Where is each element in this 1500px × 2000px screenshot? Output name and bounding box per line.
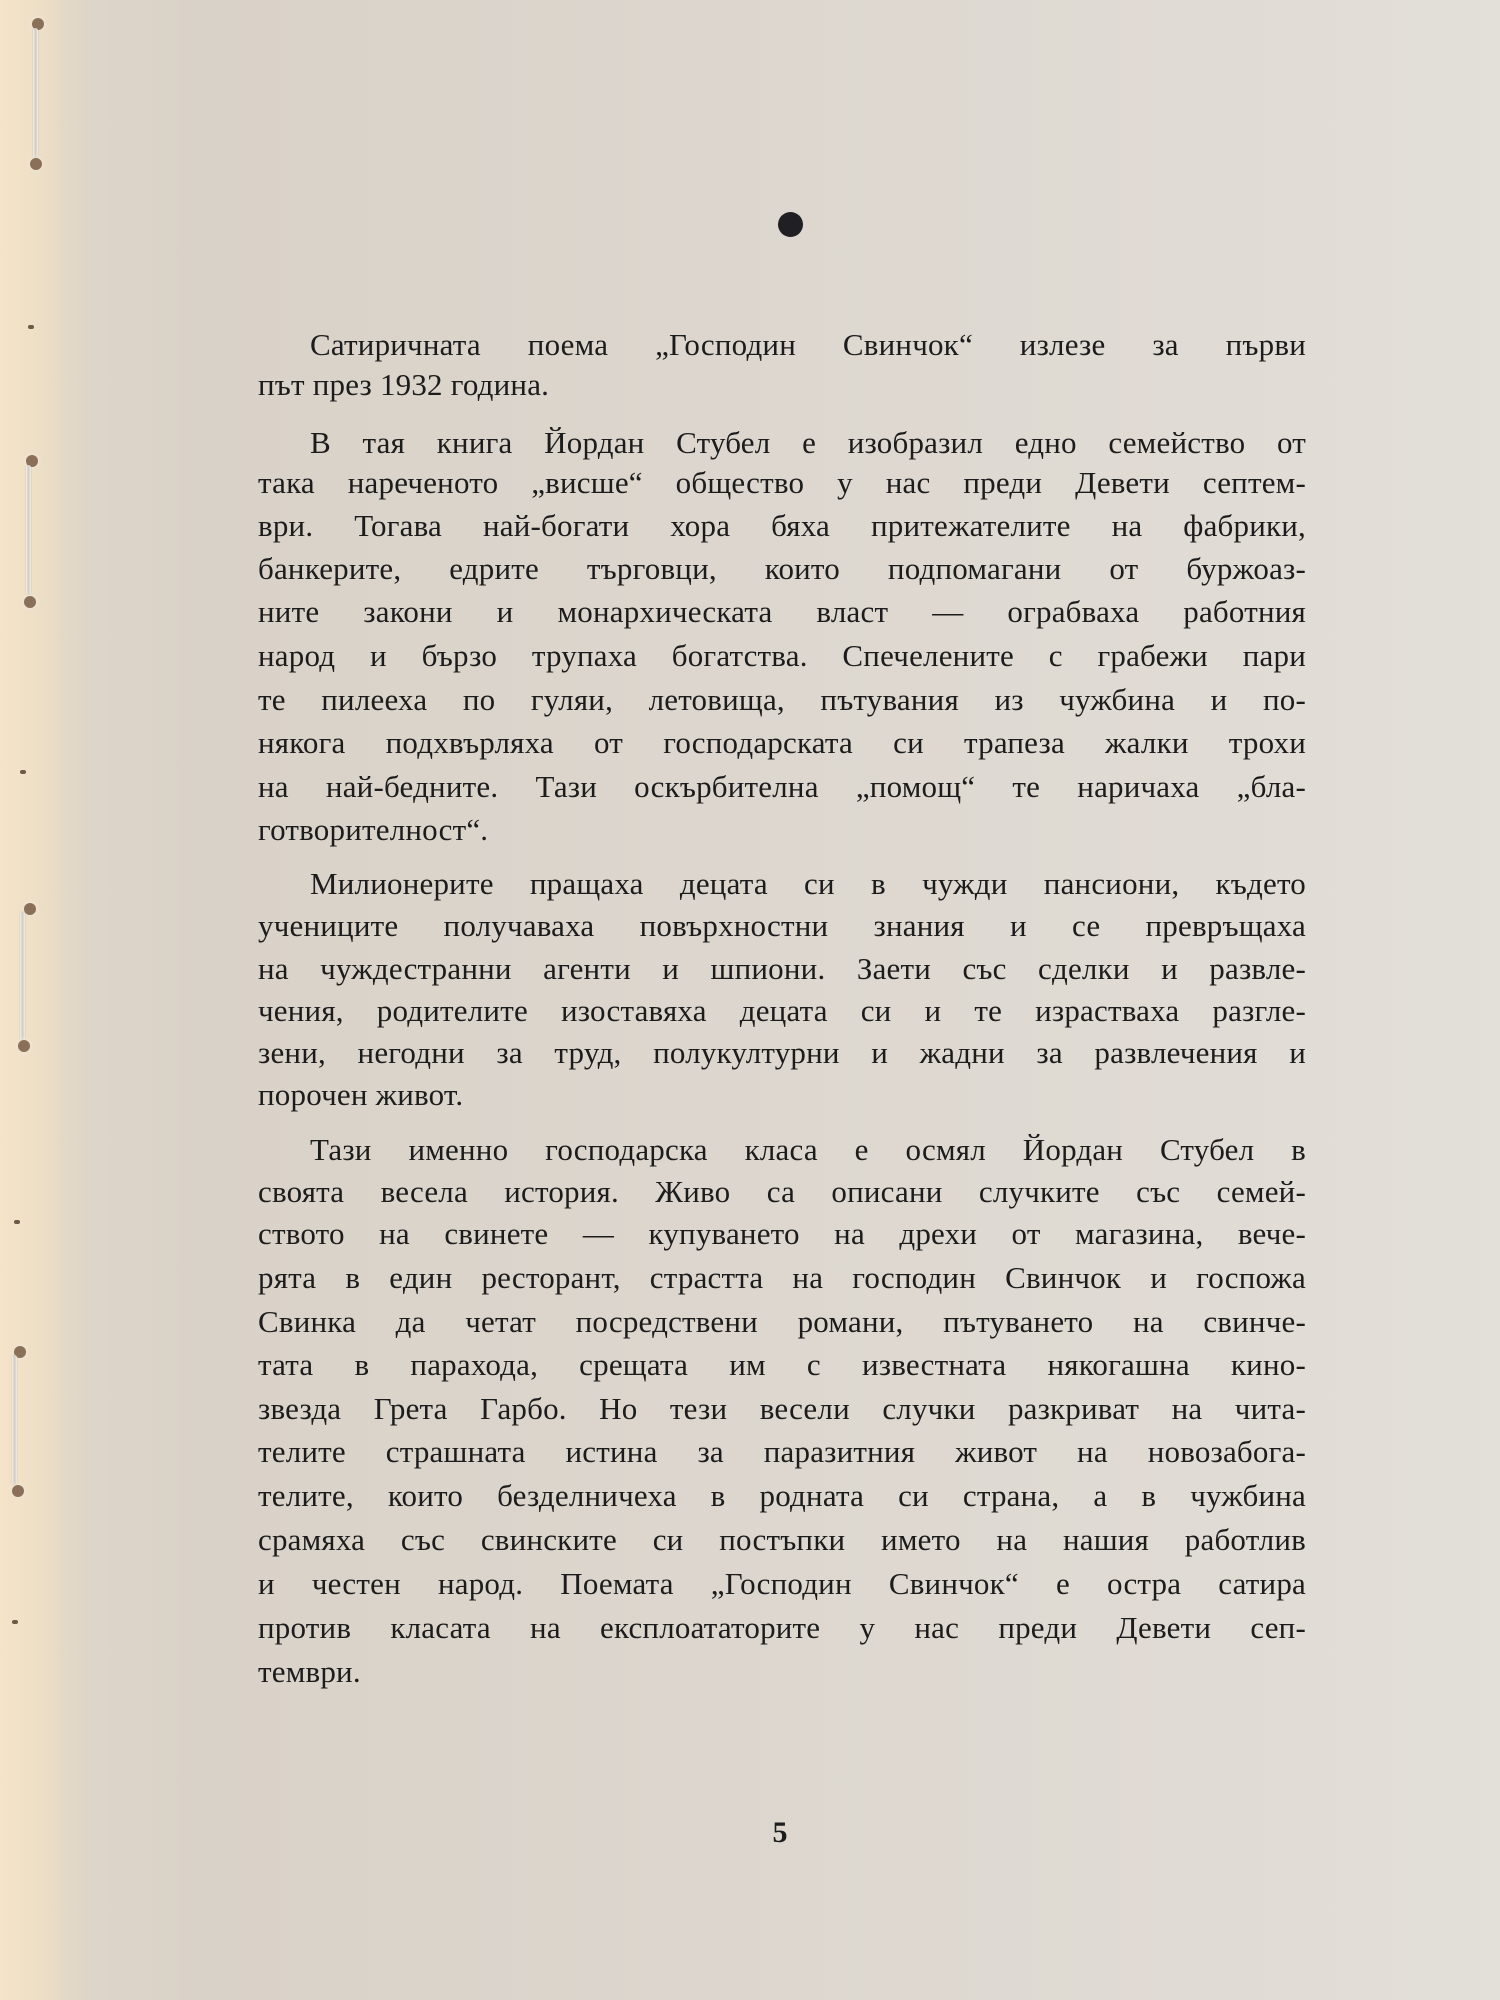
text-line: Тази именно господарска класа е осмял Йордан Стубел в xyxy=(310,1132,1306,1167)
binding-hole xyxy=(24,596,36,608)
binding-mark xyxy=(14,1220,20,1224)
text-line: зени, негодни за труд, полукултурни и жадни за развлечения и xyxy=(258,1035,1306,1070)
text-line: срамяха със свинските си постъпки името на нашия работлив xyxy=(258,1522,1306,1557)
text-line: ври. Тогава най-богати хора бяха притежателите на фабрики, xyxy=(258,508,1306,543)
text-line: тември. xyxy=(258,1654,361,1689)
binding-thread xyxy=(26,465,31,595)
binding-hole xyxy=(30,158,42,170)
text-line: тата в парахода, срещата им с известната някогашна кино- xyxy=(258,1347,1306,1382)
text-line: телите, които безделничеха в родната си страна, а в чужбина xyxy=(258,1478,1306,1513)
binding-mark xyxy=(28,325,34,329)
text-line: така нареченото „висше“ общество у нас преди Девети септем- xyxy=(258,465,1306,500)
text-line: път през 1932 година. xyxy=(258,367,550,402)
text-line: рята в един ресторант, страстта на господин Свинчок и госпожа xyxy=(258,1260,1306,1295)
bullet-dot-icon xyxy=(778,212,803,237)
text-line: порочен живот. xyxy=(258,1077,464,1112)
text-line: ството на свинете — купуването на дрехи от магазина, вече- xyxy=(258,1216,1306,1251)
binding-thread xyxy=(12,1355,17,1485)
binding-hole xyxy=(24,903,36,915)
text-line: банкерите, едрите търговци, които подпомагани от буржоаз- xyxy=(258,551,1306,586)
text-line: Сатиричната поема „Господин Свинчок“ излезе за първи xyxy=(310,327,1306,362)
text-line: В тая книга Йордан Стубел е изобразил едно семейство от xyxy=(310,425,1306,460)
binding-thread xyxy=(33,28,38,158)
text-line: ните закони и монархическата власт — ограбваха работния xyxy=(258,594,1306,629)
binding-hole xyxy=(18,1040,30,1052)
text-line: някога подхвърляха от господарската си трапеза жалки трохи xyxy=(258,725,1306,760)
page-gutter xyxy=(0,0,60,2000)
text-line: готворителност“. xyxy=(258,812,489,847)
text-line: своята весела история. Живо са описани случките със семей- xyxy=(258,1174,1306,1209)
text-line: Милионерите пращаха децата си в чужди пансиони, където xyxy=(310,866,1306,901)
text-line: чения, родителите изоставяха децата си и те израстваха разгле- xyxy=(258,993,1306,1028)
binding-mark xyxy=(20,770,26,774)
text-line: звезда Грета Гарбо. Но тези весели случки разкриват на чита- xyxy=(258,1391,1306,1426)
text-line: учениците получаваха повърхностни знания и се превръщаха xyxy=(258,908,1306,943)
text-line: народ и бързо трупаха богатства. Спечелените с грабежи пари xyxy=(258,638,1306,673)
page-number: 5 xyxy=(772,1816,788,1849)
text-line: на най-бедните. Тази оскърбителна „помощ“ те наричаха „бла- xyxy=(258,769,1306,804)
binding-thread xyxy=(20,912,25,1042)
binding-hole xyxy=(12,1485,24,1497)
binding-mark xyxy=(12,1620,18,1624)
text-line: Свинка да четат посредствени романи, пътуването на свинче- xyxy=(258,1304,1306,1339)
text-line: против класата на експлоататорите у нас преди Девети сеп- xyxy=(258,1610,1306,1645)
text-line: на чуждестранни агенти и шпиони. Заети със сделки и развле- xyxy=(258,951,1306,986)
text-line: телите страшната истина за паразитния живот на новозабога- xyxy=(258,1434,1306,1469)
text-line: и честен народ. Поемата „Господин Свинчок“ е остра сатира xyxy=(258,1566,1306,1601)
text-line: те пилееха по гуляи, летовища, пътувания из чужбина и по- xyxy=(258,682,1306,717)
